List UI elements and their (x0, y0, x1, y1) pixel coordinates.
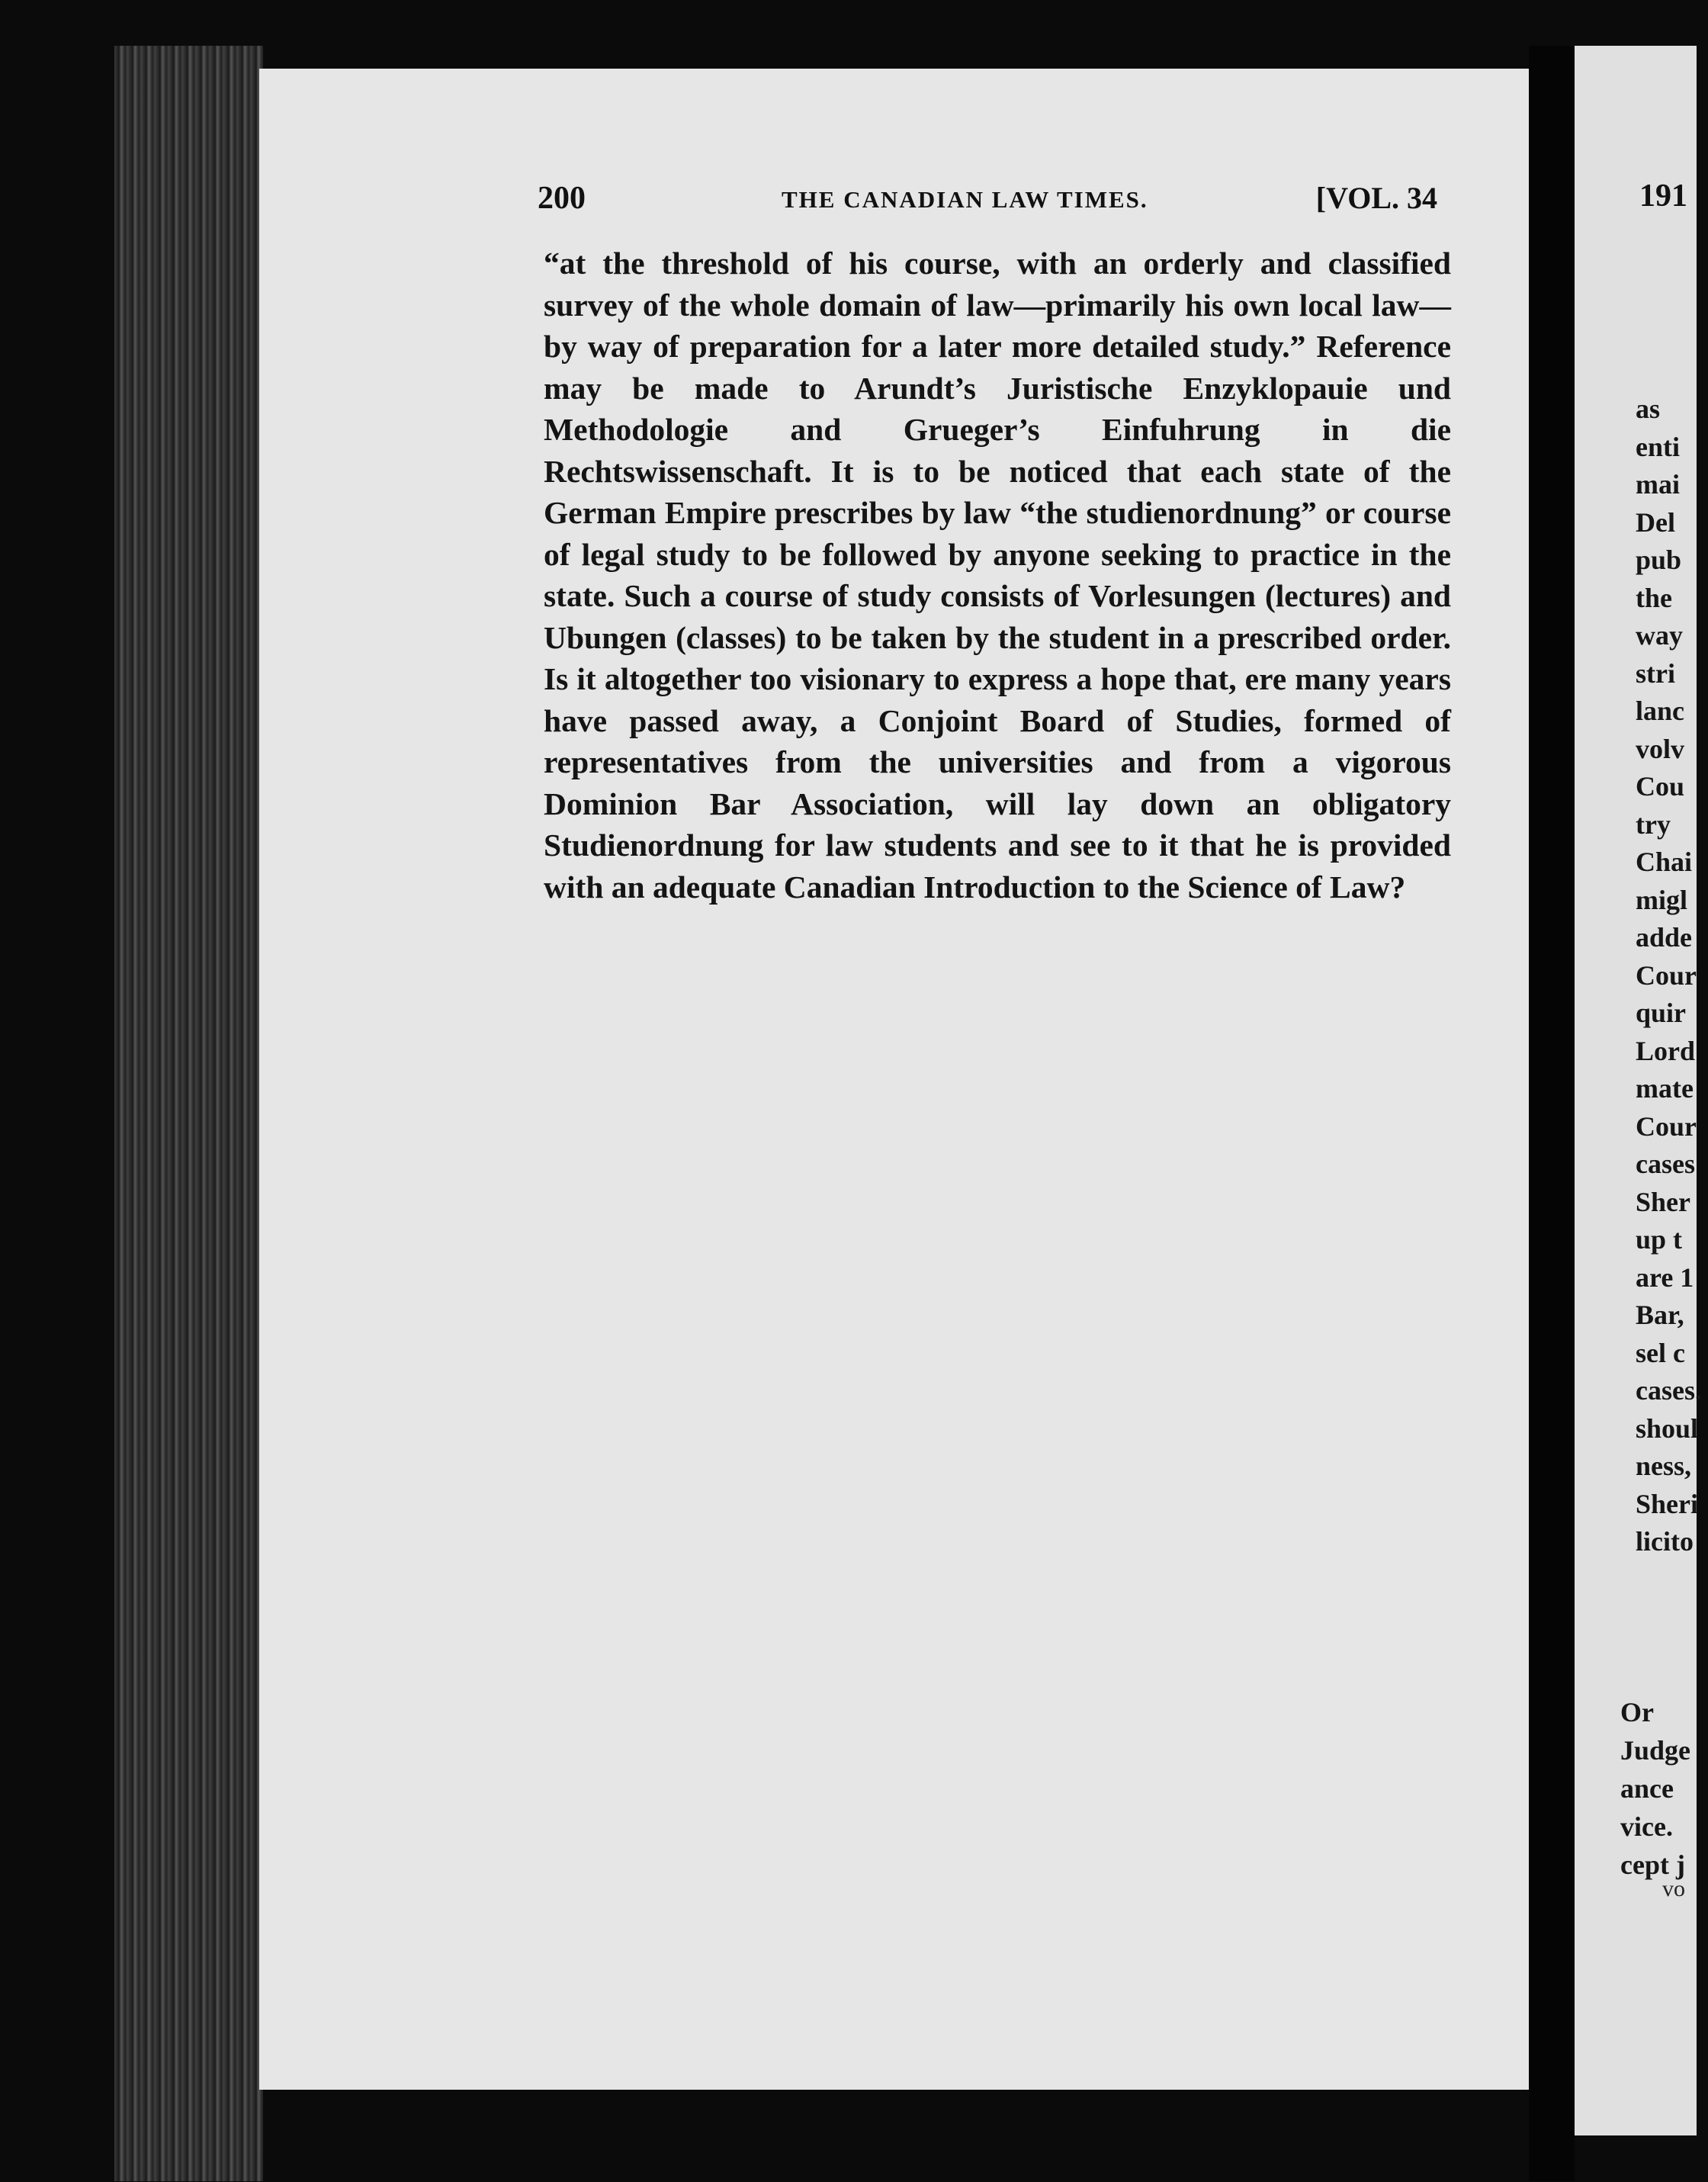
right-page-line-fragment: up t (1636, 1224, 1683, 1255)
body-paragraph: “at the threshold of his course, with an orderly and classified survey of the whole domain of law—primarily his own local law—by way of preparation for a later more detailed study.” Reference may be made to Arundt’s Juristische Enzyklopauie und Methodologie and Grueger’s Einfuhrung in die Rechtswissenschaft. It is to be noticed that each state of the German Empire prescribes by law “the studienordnung” or course of legal study to be followed by anyone seeking to practice in the state. Such a course of study consists of Vorlesungen (lectures) and Ubungen (classes) to be taken by the student in a prescribed order. Is it altogether too visionary to express a hope that, ere many years have passed away, a Conjoint Board of Studies, formed of representatives from the universities and from a vigorous Dominion Bar Association, will lay down an obligatory Studienordnung for law students and see to it that he is provided with an adequate Canadian Introduction to the Science of Law? (544, 246, 1451, 905)
right-page-line-fragment: Sheri (1636, 1488, 1699, 1519)
right-page-line-fragment: Cour (1636, 1110, 1697, 1142)
right-page-line-fragment: are 1 (1636, 1261, 1694, 1293)
right-page-line-fragment: Chai (1636, 847, 1693, 877)
right-page-line-fragment: adde (1636, 922, 1693, 953)
running-head (538, 180, 1437, 226)
right-page-line-fragment: as (1636, 394, 1661, 424)
right-page-line-fragment: quir (1636, 998, 1687, 1028)
right-page-line-fragment: vice. (1620, 1811, 1673, 1842)
book-spine (114, 46, 263, 2181)
right-page-line-fragment: Cou (1636, 771, 1685, 802)
right-page-line-fragment: Cour (1636, 959, 1697, 991)
right-page-line-fragment: Lord (1636, 1035, 1696, 1066)
right-page-line-fragment: mai (1636, 469, 1680, 500)
right-page-line-fragment: cept j (1620, 1849, 1685, 1880)
page-gutter (1529, 46, 1575, 2181)
right-page-line-fragment: Del (1636, 506, 1675, 538)
right-page-line-fragment: Bar, (1636, 1300, 1684, 1330)
right-page-line-fragment: Judge (1620, 1735, 1691, 1766)
right-page-line-fragment: pub (1636, 545, 1682, 575)
right-page-line-fragment: try (1636, 808, 1671, 840)
right-page-line-fragment: ness, (1636, 1451, 1692, 1481)
volume-label: [VOL. 34 (1315, 181, 1437, 215)
right-page-line-fragment: cases (1636, 1149, 1695, 1179)
right-page-line-fragment: lanc (1636, 696, 1685, 726)
right-page-line-fragment: sel c (1636, 1337, 1685, 1368)
right-page-line-fragment: licito (1636, 1526, 1694, 1557)
right-page-line-fragment: enti (1636, 431, 1680, 462)
right-page-number: 191 (1639, 178, 1687, 214)
right-page-footer: vo (1662, 1876, 1685, 1901)
right-page-column-fragments (1636, 390, 1704, 1561)
right-page-line-fragment: Sher (1636, 1186, 1690, 1217)
right-page-line-fragment: cases. (1636, 1375, 1702, 1406)
right-page-line-fragment: way (1636, 620, 1683, 651)
page-number: 200 (538, 181, 586, 216)
right-page-lower-fragments (1620, 1693, 1704, 1884)
right-page-line-fragment: mate (1636, 1073, 1694, 1104)
right-page-line-fragment: stri (1636, 657, 1675, 689)
right-page-line-fragment: volv (1636, 733, 1685, 764)
right-page-line-fragment: Or (1620, 1697, 1654, 1727)
right-page-line-fragment: ance (1620, 1773, 1674, 1804)
right-page-line-fragment: migl (1636, 884, 1687, 915)
journal-title: THE CANADIAN LAW TIMES. (782, 186, 1148, 213)
right-page-line-fragment: shoul (1636, 1412, 1699, 1444)
right-page-line-fragment: the (1636, 582, 1672, 613)
